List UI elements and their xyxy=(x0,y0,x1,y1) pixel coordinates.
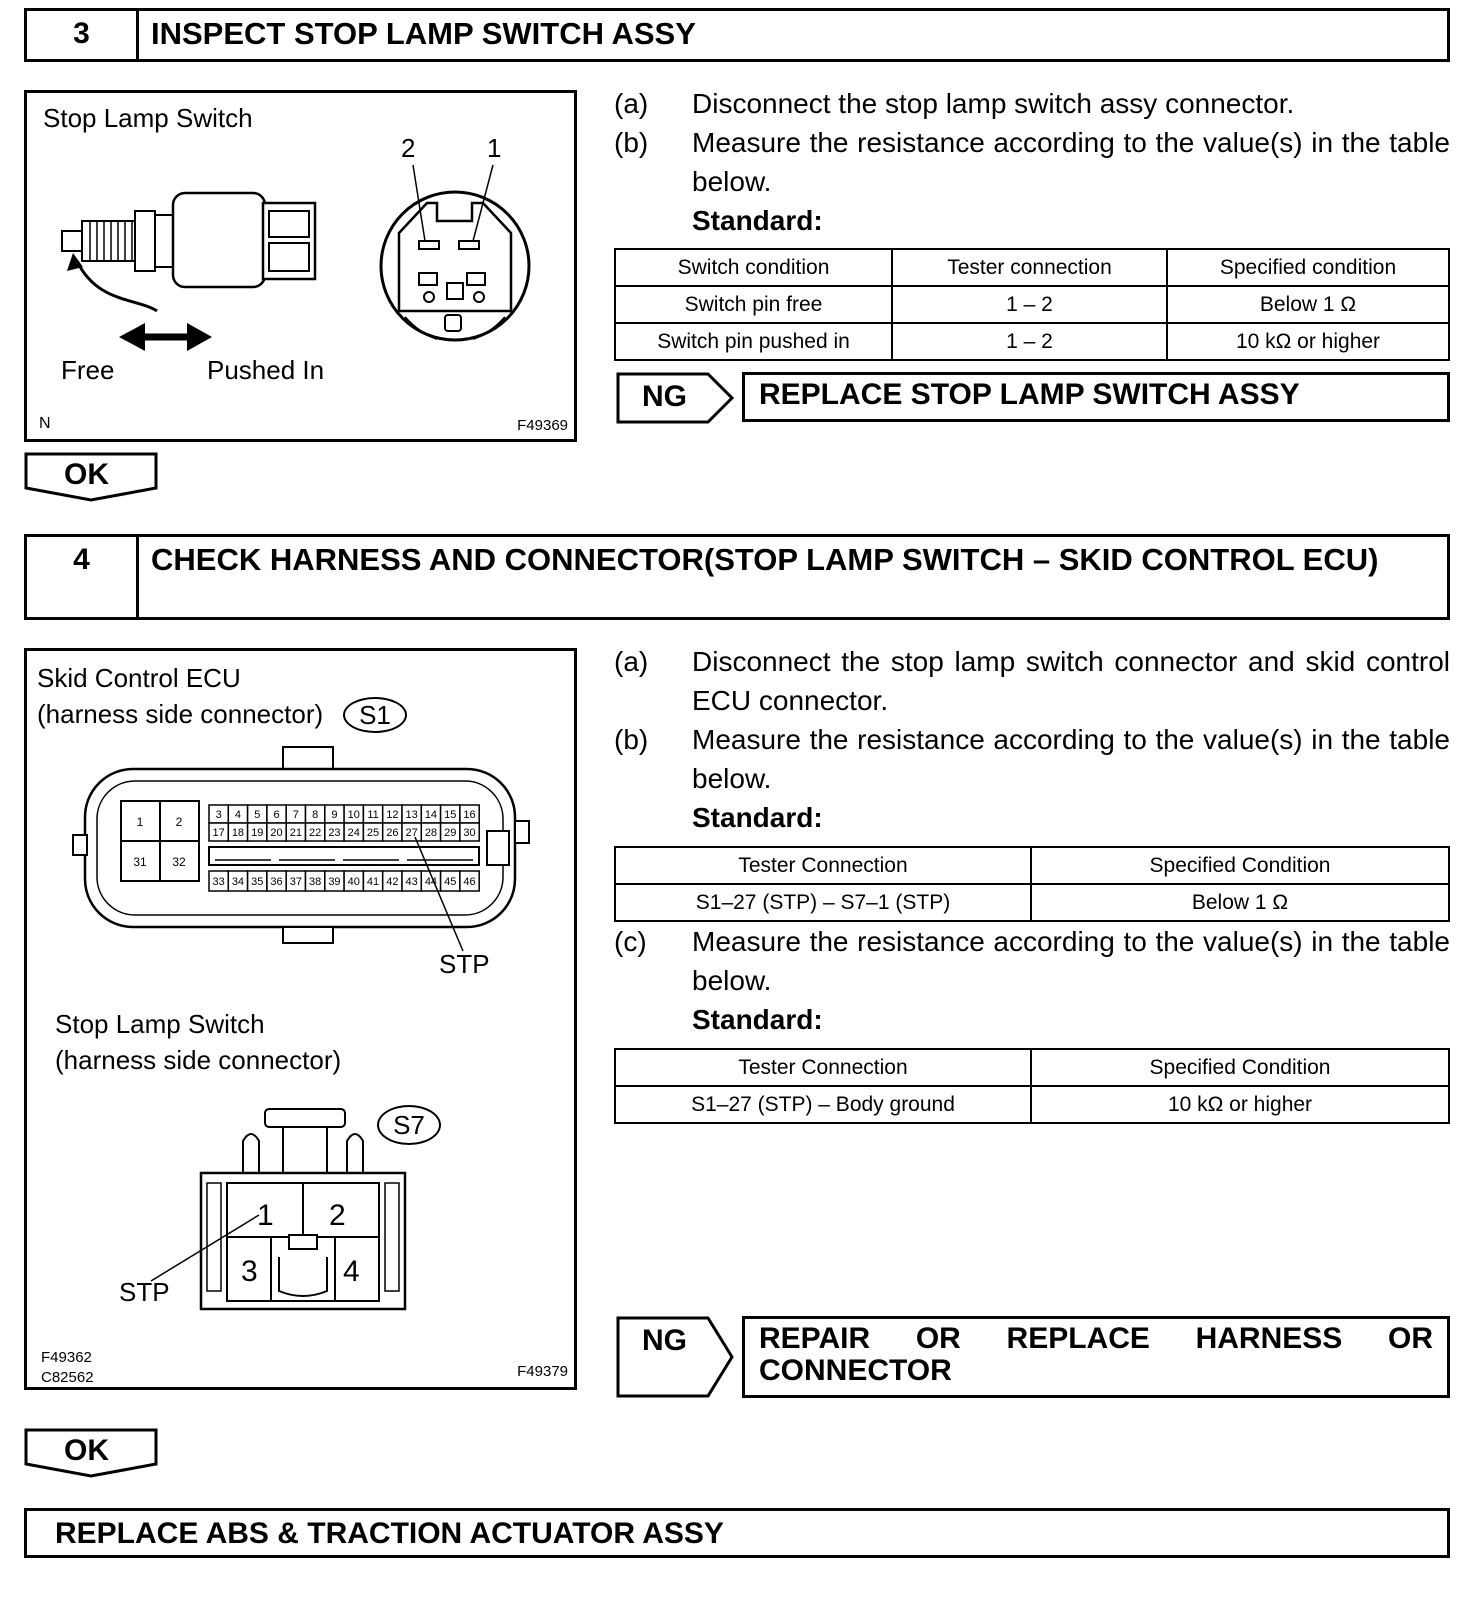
ecu-pin-label: 22 xyxy=(309,826,322,839)
ecu-pin-label: 31 xyxy=(133,855,147,869)
switch-pin-1: 1 xyxy=(257,1199,274,1232)
harness-connector-figure xyxy=(24,648,577,1390)
ecu-pin-label: 19 xyxy=(251,826,264,839)
ecu-stp-label: STP xyxy=(439,949,490,979)
figure-corner-letter: N xyxy=(39,415,51,432)
standard-label: Standard: xyxy=(692,802,823,833)
ecu-pin-label: 40 xyxy=(347,875,360,888)
instruction-c: (c) Measure the resistance according to the value(s) in the table below. xyxy=(614,926,1450,996)
step-3-instructions xyxy=(614,84,1450,240)
figure-code: F49369 xyxy=(517,417,568,434)
ecu-pin-label: 21 xyxy=(289,826,302,839)
ecu-pin-label: 33 xyxy=(212,875,225,888)
ok-label: OK xyxy=(64,458,109,491)
ecu-pin-label: 17 xyxy=(212,826,225,839)
switch-pin-2: 2 xyxy=(329,1199,346,1232)
ecu-pin-label: 18 xyxy=(231,826,245,839)
ecu-pin-label: 44 xyxy=(424,875,438,888)
pin-label-2: 2 xyxy=(401,133,416,163)
ecu-pin-label: 45 xyxy=(444,875,457,888)
figure-code-left-1: F49362 xyxy=(41,1349,92,1366)
ng-action-word: OR xyxy=(1388,1322,1433,1355)
ecu-pin-label: 41 xyxy=(366,875,380,888)
figure-code-left-2: C82562 xyxy=(41,1369,94,1386)
ecu-title: Skid Control ECU xyxy=(37,663,241,693)
ecu-pin-label: 24 xyxy=(347,826,360,839)
ecu-subtitle: (harness side connector) xyxy=(37,699,324,729)
table-row: Switch pin pushed in 1 – 2 10 kΩ or higher xyxy=(615,323,1449,360)
ng-action-line-2: CONNECTOR xyxy=(759,1354,952,1387)
ng-action-word: OR xyxy=(915,1322,961,1355)
ecu-pin-label: 4 xyxy=(234,808,242,821)
ng-action xyxy=(742,1316,1450,1398)
ng-action-word: HARNESS xyxy=(1195,1322,1343,1355)
instruction-b: (b) Measure the resistance according to the value(s) in the table below. xyxy=(614,724,1450,794)
switch-subtitle: (harness side connector) xyxy=(55,1045,342,1075)
table-row: S1–27 (STP) – S7–1 (STP) Below 1 Ω xyxy=(615,884,1449,921)
ng-label: NG xyxy=(642,1324,687,1357)
step-4-instructions xyxy=(614,642,1450,837)
ecu-connector-id: S1 xyxy=(343,697,407,733)
ecu-pin-label: 12 xyxy=(386,808,399,821)
ecu-pin-label: 30 xyxy=(463,826,476,839)
ecu-pin-label: 10 xyxy=(347,808,360,821)
ecu-pin-label: 29 xyxy=(444,826,457,839)
standard-label: Standard: xyxy=(692,1004,823,1035)
final-action: REPLACE ABS & TRACTION ACTUATOR ASSY xyxy=(24,1508,1450,1558)
ecu-pin-label: 15 xyxy=(444,808,457,821)
ecu-pin-label: 3 xyxy=(215,808,222,821)
ecu-pin-label: 6 xyxy=(273,808,280,821)
step-3-spec-table xyxy=(614,248,1450,361)
ecu-pin-label: 9 xyxy=(331,808,338,821)
ecu-pin-label: 35 xyxy=(251,875,264,888)
ng-label: NG xyxy=(642,380,687,413)
step-4-header xyxy=(24,534,1450,620)
ecu-pin-label: 13 xyxy=(405,808,418,821)
ecu-pin-label: 32 xyxy=(172,855,186,869)
instruction-a: (a) Disconnect the stop lamp switch connector and skid control ECU connector. xyxy=(614,646,1450,716)
switch-connector-id: S7 xyxy=(377,1105,441,1145)
instruction-a: (a) Disconnect the stop lamp switch assy connector. xyxy=(614,88,1295,119)
switch-pin-3: 3 xyxy=(241,1255,258,1288)
ecu-pin-label: 36 xyxy=(270,875,283,888)
step-title: CHECK HARNESS AND CONNECTOR(STOP LAMP SWITCH – SKID CONTROL ECU) xyxy=(151,542,1379,577)
ecu-pin-label: 1 xyxy=(136,815,144,829)
pushed-in-label: Pushed In xyxy=(207,355,325,385)
table-header-row: Switch condition Tester connection Specified condition xyxy=(615,249,1449,286)
standard-label: Standard: xyxy=(692,205,823,236)
ecu-pin-label: 38 xyxy=(309,875,322,888)
table-row: Switch pin free 1 – 2 Below 1 Ω xyxy=(615,286,1449,323)
ecu-pin-label: 5 xyxy=(254,808,261,821)
ecu-pin-label: 8 xyxy=(312,808,319,821)
ecu-pin-label: 23 xyxy=(328,826,341,839)
ecu-pin-label: 26 xyxy=(386,826,399,839)
instruction-b: (b) Measure the resistance according to the value(s) in the table below. xyxy=(614,127,1450,197)
ok-label: OK xyxy=(64,1434,109,1467)
step-3-header xyxy=(24,8,1450,62)
ng-action: REPLACE STOP LAMP SWITCH ASSY xyxy=(742,372,1450,422)
ng-action-word: REPAIR xyxy=(759,1322,871,1355)
switch-title: Stop Lamp Switch xyxy=(55,1009,265,1039)
ecu-pin-label: 16 xyxy=(463,808,476,821)
table-header-row: Tester Connection Specified Condition xyxy=(615,847,1449,884)
ecu-pin-label: 42 xyxy=(386,875,399,888)
ecu-pin-label: 25 xyxy=(366,826,380,839)
ng-action-line-1 xyxy=(759,1323,1433,1355)
ecu-pin-label: 43 xyxy=(405,875,418,888)
ecu-pin-label: 14 xyxy=(424,808,438,821)
step-4-spec-table-2 xyxy=(614,1048,1450,1124)
figure-code-right: F49379 xyxy=(517,1363,568,1380)
step-number: 4 xyxy=(27,537,139,617)
ecu-pin-label: 7 xyxy=(292,808,299,821)
ecu-pin-label: 28 xyxy=(424,826,438,839)
ecu-pin-label: 46 xyxy=(463,875,476,888)
ecu-pin-label: 11 xyxy=(367,808,379,821)
switch-pin-4: 4 xyxy=(343,1255,360,1288)
step-4-spec-table-1 xyxy=(614,846,1450,922)
stop-lamp-switch-figure xyxy=(24,90,577,442)
ecu-pin-label: 34 xyxy=(231,875,245,888)
ng-action-word: REPLACE xyxy=(1006,1322,1150,1355)
step-title: INSPECT STOP LAMP SWITCH ASSY xyxy=(151,16,696,51)
switch-stp-label: STP xyxy=(119,1277,170,1307)
ecu-pin-label: 20 xyxy=(270,826,283,839)
step-4-instruction-c xyxy=(614,922,1450,1039)
pin-label-1: 1 xyxy=(487,133,502,163)
step-number: 3 xyxy=(27,11,139,59)
ecu-pin-label: 37 xyxy=(289,875,302,888)
free-label: Free xyxy=(61,355,115,385)
figure-title: Stop Lamp Switch xyxy=(43,103,253,133)
ecu-pin-label: 27 xyxy=(405,826,418,839)
ecu-pin-label: 2 xyxy=(175,815,183,829)
table-header-row: Tester Connection Specified Condition xyxy=(615,1049,1449,1086)
ecu-pin-label: 39 xyxy=(328,875,341,888)
table-row: S1–27 (STP) – Body ground 10 kΩ or higher xyxy=(615,1086,1449,1123)
